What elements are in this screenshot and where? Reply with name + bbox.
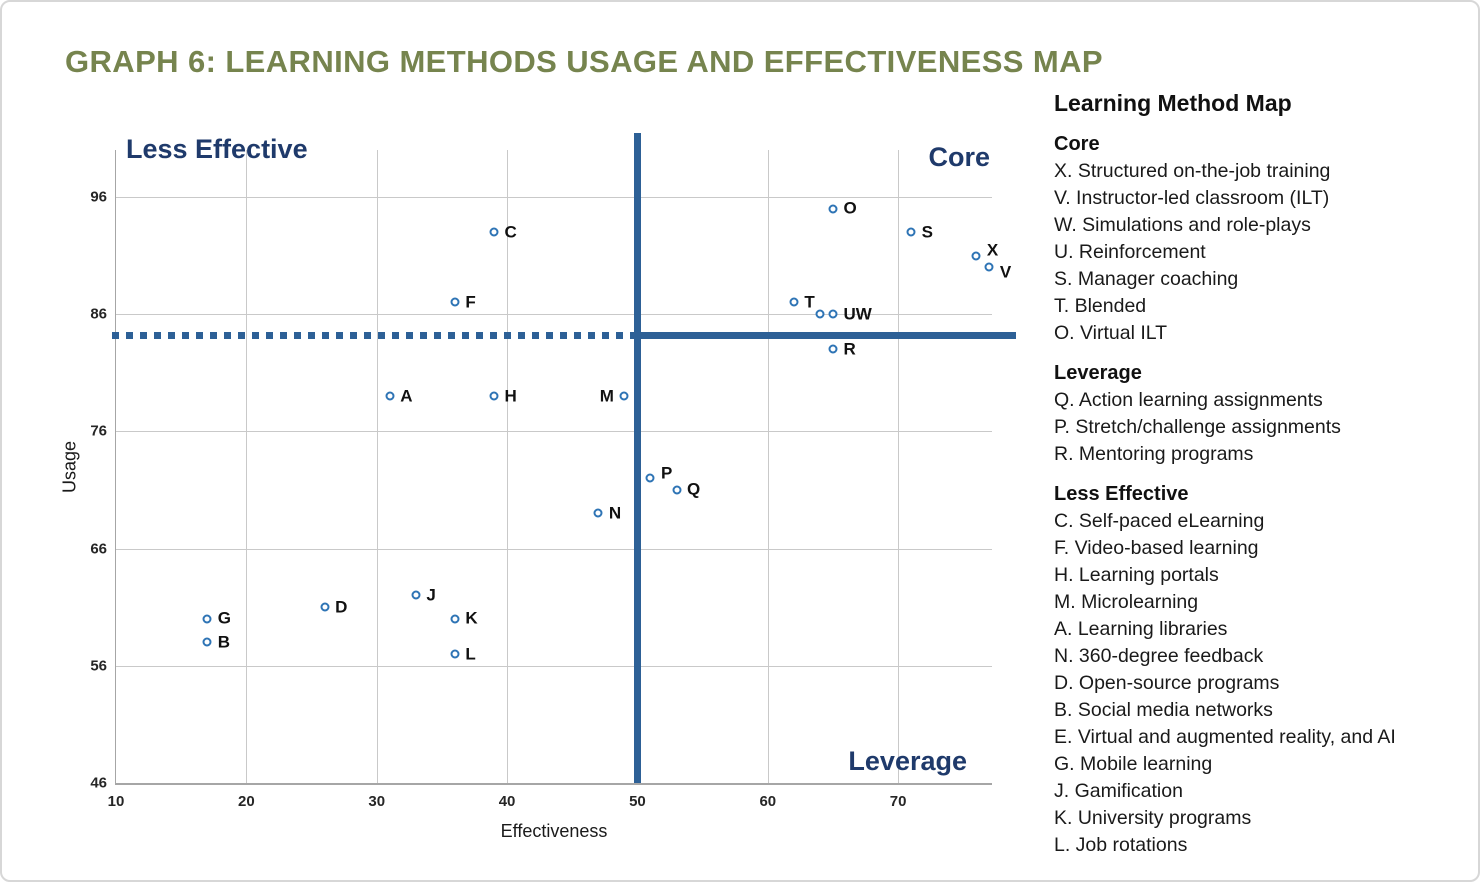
data-point-Q bbox=[672, 479, 701, 499]
point-label-V: V bbox=[999, 262, 1012, 282]
point-marker-L bbox=[450, 650, 459, 659]
point-label-R: R bbox=[843, 339, 856, 359]
point-label-H: H bbox=[504, 386, 517, 406]
legend-item: H. Learning portals bbox=[1054, 564, 1219, 586]
point-label-Q: Q bbox=[687, 479, 701, 499]
data-point-A bbox=[385, 386, 413, 406]
data-point-V bbox=[985, 262, 1012, 282]
chart-title: GRAPH 6: LEARNING METHODS USAGE AND EFFECTIVENESS MAP bbox=[65, 44, 1103, 79]
x-tick-label: 10 bbox=[107, 793, 125, 810]
legend-title: Learning Method Map bbox=[1054, 90, 1292, 116]
point-label-K: K bbox=[465, 608, 478, 628]
legend-heading: Less Effective bbox=[1054, 483, 1189, 505]
quadrant-divider-horizontal-solid bbox=[637, 332, 1016, 339]
point-marker-G bbox=[203, 614, 212, 623]
x-tick-label: 30 bbox=[368, 793, 386, 810]
x-tick-label: 70 bbox=[889, 793, 907, 810]
gridline-vertical bbox=[898, 150, 899, 783]
data-point-H bbox=[490, 386, 517, 406]
legend-section-core bbox=[1054, 131, 1478, 347]
data-point-O bbox=[828, 198, 857, 218]
point-label-C: C bbox=[504, 222, 517, 242]
y-tick-label: 96 bbox=[90, 188, 107, 206]
data-point-U bbox=[815, 310, 824, 319]
x-axis-label: Effectiveness bbox=[500, 821, 608, 841]
legend-item: E. Virtual and augmented reality, and AI bbox=[1054, 726, 1396, 748]
gridline-horizontal bbox=[116, 666, 992, 667]
point-label-J: J bbox=[426, 585, 436, 605]
legend-item: S. Manager coaching bbox=[1054, 268, 1239, 290]
point-marker-T bbox=[789, 298, 798, 307]
quadrant-divider-horizontal-dotted bbox=[112, 332, 637, 339]
y-tick-label: 56 bbox=[90, 657, 107, 675]
legend-item: L. Job rotations bbox=[1054, 834, 1188, 856]
data-point-L bbox=[450, 644, 476, 664]
gridline-vertical bbox=[246, 150, 247, 783]
data-point-S bbox=[907, 222, 934, 242]
y-tick-label: 76 bbox=[90, 422, 107, 440]
legend-item: B. Social media networks bbox=[1054, 699, 1273, 721]
data-point-X bbox=[972, 240, 999, 260]
point-marker-U bbox=[815, 310, 824, 319]
point-marker-H bbox=[490, 392, 499, 401]
gridline-vertical bbox=[768, 150, 769, 783]
gridline-horizontal bbox=[116, 197, 992, 198]
data-point-M bbox=[599, 386, 629, 406]
point-marker-F bbox=[450, 298, 459, 307]
legend-item: M. Microlearning bbox=[1054, 591, 1199, 613]
gridline-horizontal bbox=[116, 549, 992, 550]
data-point-C bbox=[490, 222, 517, 242]
point-label-O: O bbox=[843, 198, 857, 218]
point-marker-Q bbox=[672, 485, 681, 494]
data-point-N bbox=[594, 503, 622, 523]
point-label-T: T bbox=[804, 292, 815, 312]
y-tick-label: 66 bbox=[90, 540, 107, 558]
legend-item: J. Gamification bbox=[1054, 780, 1183, 802]
data-point-F bbox=[450, 292, 476, 312]
quadrant-divider-vertical bbox=[634, 133, 641, 783]
x-tick-label: 60 bbox=[759, 793, 777, 810]
legend-heading: Core bbox=[1054, 133, 1100, 155]
x-tick-label: 40 bbox=[498, 793, 516, 810]
legend-item: Q. Action learning assignments bbox=[1054, 389, 1323, 411]
point-marker-D bbox=[320, 603, 329, 612]
data-point-P bbox=[646, 463, 673, 483]
data-point-T bbox=[789, 292, 815, 312]
legend-item: R. Mentoring programs bbox=[1054, 443, 1254, 465]
point-marker-K bbox=[450, 614, 459, 623]
point-marker-V bbox=[985, 263, 994, 272]
point-label-W: UW bbox=[843, 304, 872, 324]
point-marker-B bbox=[203, 638, 212, 647]
point-label-B: B bbox=[217, 632, 231, 652]
legend-panel bbox=[1054, 90, 1478, 872]
point-label-N: N bbox=[608, 503, 622, 523]
point-marker-N bbox=[594, 509, 603, 518]
legend-item: K. University programs bbox=[1054, 807, 1252, 829]
quadrant-label-core: Core bbox=[928, 142, 990, 172]
y-axis-label: Usage bbox=[59, 440, 80, 493]
point-marker-O bbox=[828, 204, 837, 213]
legend-section-leverage bbox=[1054, 360, 1478, 468]
quadrant-label-leverage: Leverage bbox=[848, 746, 967, 776]
point-marker-W bbox=[828, 310, 837, 319]
point-marker-M bbox=[620, 392, 629, 401]
point-marker-J bbox=[411, 591, 420, 600]
legend-sections bbox=[1054, 131, 1478, 859]
point-label-A: A bbox=[400, 386, 413, 406]
legend-section-less-effective bbox=[1054, 481, 1478, 859]
gridline-vertical bbox=[377, 150, 378, 783]
data-point-B bbox=[203, 632, 231, 652]
legend-item: U. Reinforcement bbox=[1054, 241, 1206, 263]
legend-item: G. Mobile learning bbox=[1054, 753, 1213, 775]
y-tick-label: 46 bbox=[90, 774, 107, 792]
legend-item: P. Stretch/challenge assignments bbox=[1054, 416, 1341, 438]
legend-item: O. Virtual ILT bbox=[1054, 322, 1168, 344]
legend-item: F. Video-based learning bbox=[1054, 537, 1259, 559]
point-label-G: G bbox=[217, 608, 231, 628]
x-tick-label: 50 bbox=[629, 793, 646, 810]
legend-item: N. 360-degree feedback bbox=[1054, 645, 1264, 667]
legend-item: T. Blended bbox=[1054, 295, 1147, 317]
data-point-K bbox=[450, 608, 478, 628]
point-marker-C bbox=[490, 228, 499, 237]
point-label-P: P bbox=[660, 463, 673, 483]
gridline-vertical bbox=[507, 150, 508, 783]
x-tick-label: 20 bbox=[238, 793, 255, 810]
legend-item: C. Self-paced eLearning bbox=[1054, 510, 1265, 532]
legend-item: A. Learning libraries bbox=[1054, 618, 1228, 640]
point-marker-X bbox=[972, 251, 981, 260]
point-label-D: D bbox=[335, 597, 348, 617]
y-tick-label: 86 bbox=[90, 305, 107, 323]
point-label-S: S bbox=[921, 222, 934, 242]
data-point-W bbox=[828, 304, 872, 324]
point-marker-R bbox=[828, 345, 837, 354]
legend-item: D. Open-source programs bbox=[1054, 672, 1280, 694]
data-point-G bbox=[203, 608, 231, 628]
data-point-J bbox=[411, 585, 436, 605]
legend-item: W. Simulations and role-plays bbox=[1054, 214, 1311, 236]
quadrant-label-less-effective: Less Effective bbox=[126, 134, 308, 164]
plot-area bbox=[59, 134, 1012, 841]
point-label-M: M bbox=[599, 386, 614, 406]
point-marker-A bbox=[385, 392, 394, 401]
gridline-horizontal bbox=[116, 431, 992, 432]
legend-item: X. Structured on-the-job training bbox=[1054, 160, 1331, 182]
data-point-R bbox=[828, 339, 856, 359]
legend-item: V. Instructor-led classroom (ILT) bbox=[1054, 187, 1330, 209]
point-marker-S bbox=[907, 228, 916, 237]
point-label-F: F bbox=[465, 292, 476, 312]
point-marker-P bbox=[646, 474, 655, 483]
point-label-X: X bbox=[986, 240, 999, 260]
legend-heading: Leverage bbox=[1054, 362, 1142, 384]
data-point-D bbox=[320, 597, 348, 617]
point-label-L: L bbox=[465, 644, 476, 664]
